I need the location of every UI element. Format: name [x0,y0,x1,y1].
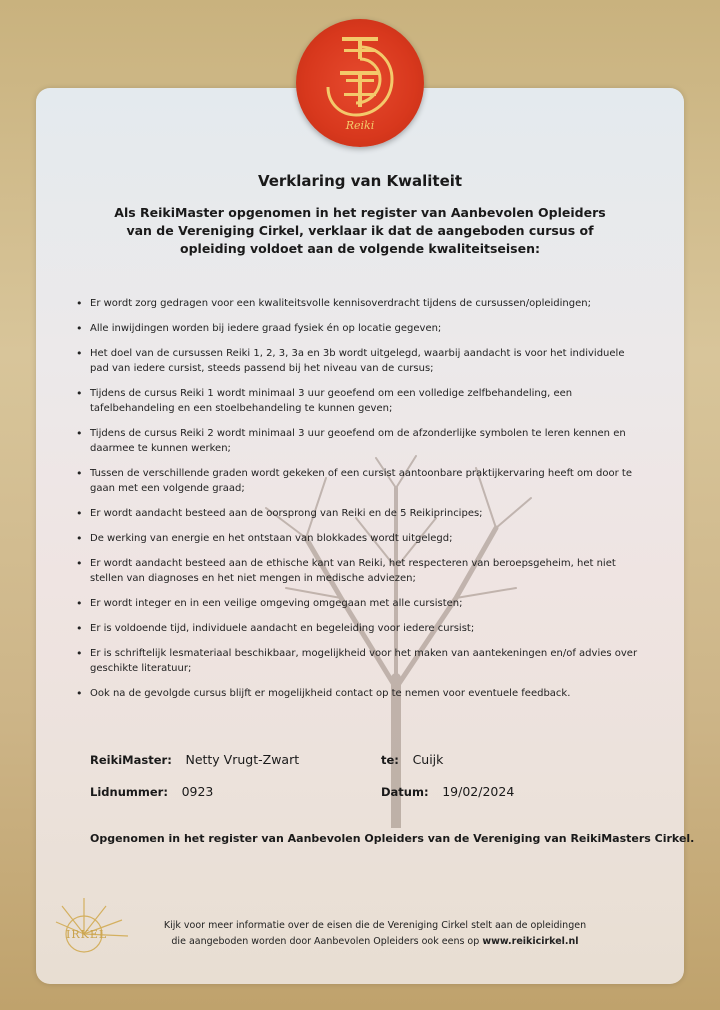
list-item: • Tijdens de cursus Reiki 2 wordt minimaal 3 uur geoefend om de afzonderlijke symbolen te leren kennen en daarmee te kunnen werken; [74,426,644,456]
footer-line-2 [140,934,610,950]
list-item: • Er wordt aandacht besteed aan de oorsprong van Reiki en de 5 Reikiprincipes; [74,506,644,521]
list-item: • Er wordt integer en in een veilige omgeving omgegaan met alle cursisten; [74,596,644,611]
intro-statement: Als ReikiMaster opgenomen in het register van Aanbevolen Opleiders van de Vereniging Cirkel, verklaar ik dat de aangeboden cursus of opleiding voldoet aan de volgende kwaliteitseisen: [114,205,606,256]
website-link[interactable]: www.reikicirkel.nl [482,936,579,947]
list-item: • Ook na de gevolgde cursus blijft er mogelijkheid contact op te nemen voor eventuele feedback. [74,686,644,701]
list-item: • Er wordt zorg gedragen voor een kwaliteitsvolle kennisoverdracht tijdens de cursussen/opleidingen; [74,296,644,311]
footer-info [140,918,610,950]
member-number-value: 0923 [181,784,214,799]
member-number-field [90,784,213,799]
logo-text: IRKEL [66,928,108,941]
reiki-seal [296,19,424,147]
list-item: • Het doel van de cursussen Reiki 1, 2, 3, 3a en 3b wordt uitgelegd, waarbij aandacht is voor het individuele pad van iedere cursist, steeds passend bij het niveau van de cursus; [74,346,644,376]
list-item: • Er is voldoende tijd, individuele aandacht en begeleiding voor iedere cursist; [74,621,644,636]
register-statement: Opgenomen in het register van Aanbevolen Opleiders van de Vereniging van ReikiMasters Cirkel. [90,832,695,845]
date-value: 19/02/2024 [442,784,515,799]
member-number-label: Lidnummer: [90,785,168,799]
place-value: Cuijk [412,752,444,767]
cirkel-logo-icon [54,892,134,962]
reikimaster-label: ReikiMaster: [90,753,172,767]
footer-line-1: Kijk voor meer informatie over de eisen die de Vereniging Cirkel stelt aan de opleidingen [163,920,587,931]
place-field [381,752,443,767]
reikimaster-field [90,752,299,767]
date-label: Datum: [381,785,429,799]
list-item: • Tijdens de cursus Reiki 1 wordt minimaal 3 uur geoefend om een volledige zelfbehandeling, een tafelbehandeling en een stoelbehandeling te kunnen geven; [74,386,644,416]
date-field [381,784,514,799]
reikimaster-value: Netty Vrugt-Zwart [185,752,300,767]
list-item: • De werking van energie en het ontstaan van blokkades wordt uitgelegd; [74,531,644,546]
list-item: • Er wordt aandacht besteed aan de ethische kant van Reiki, het respecteren van beroepsgeheim, het niet stellen van diagnoses en het niet mengen in medische adviezen; [74,556,644,586]
list-item: • Tussen de verschillende graden wordt gekeken of een cursist aantoonbare praktijkervaring heeft om door te gaan met een volgende graad; [74,466,644,496]
list-item: • Er is schriftelijk lesmateriaal beschikbaar, mogelijkheid voor het maken van aantekeningen en/of advies over geschikte literatuur; [74,646,644,676]
footer-line-2-text: die aangeboden worden door Aanbevolen Opleiders ook eens op [171,936,483,947]
requirements-list [74,296,644,711]
list-item: • Alle inwijdingen worden bij iedere graad fysiek én op locatie gegeven; [74,321,644,336]
document-title: Verklaring van Kwaliteit [257,172,463,190]
seal-label: Reiki [345,119,375,132]
place-label: te: [381,753,399,767]
